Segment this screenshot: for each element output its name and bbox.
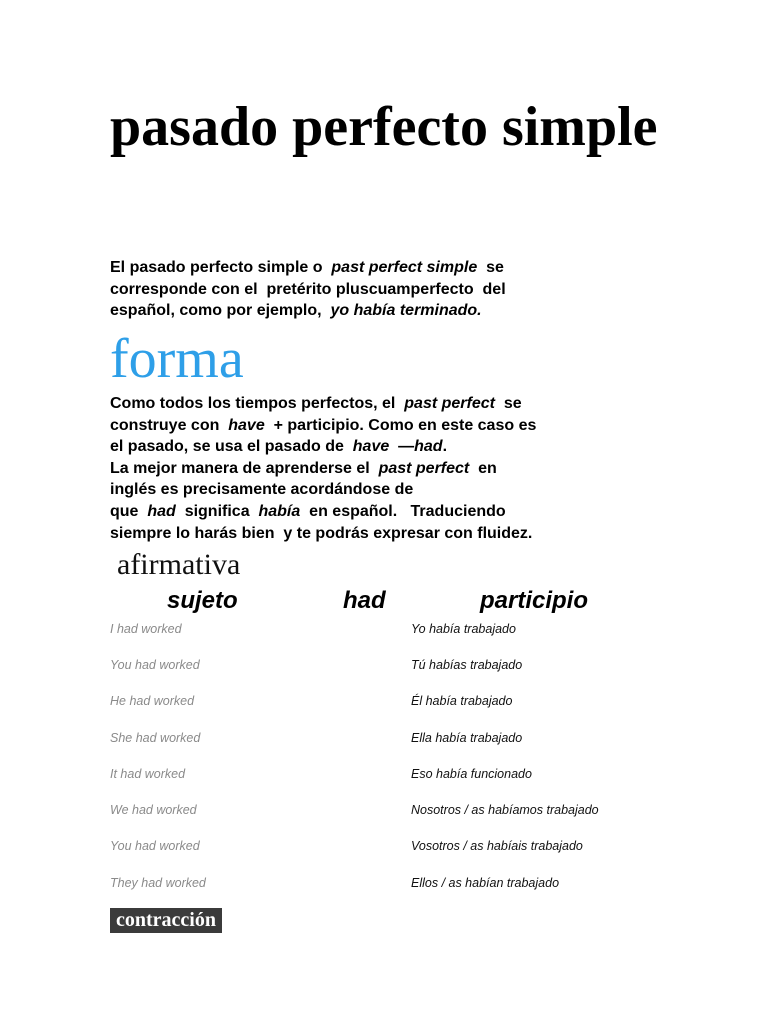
english-form: She had worked xyxy=(110,731,201,745)
column-header-participio: participio xyxy=(480,587,589,614)
body-term: had xyxy=(147,502,176,520)
conjugation-row xyxy=(0,731,768,751)
body-term: past perfect xyxy=(378,459,470,477)
forma-paragraph xyxy=(110,393,670,544)
english-form: They had worked xyxy=(110,876,206,890)
conjugation-row xyxy=(0,694,768,714)
column-header-sujeto: sujeto xyxy=(167,587,238,614)
conjugation-row xyxy=(0,876,768,896)
intro-paragraph xyxy=(110,257,670,322)
english-form: You had worked xyxy=(110,658,200,672)
spanish-translation: Tú habías trabajado xyxy=(411,658,523,672)
section-heading-forma: forma xyxy=(110,328,244,390)
body-text: en español. Traduciendo xyxy=(300,502,506,520)
spanish-translation: Ella había trabajado xyxy=(411,731,523,745)
intro-text: corresponde con el pretérito pluscuamperfecto del xyxy=(110,280,506,298)
spanish-translation: Él había trabajado xyxy=(411,694,513,708)
spanish-translation: Vosotros / as habíais trabajado xyxy=(411,839,583,853)
english-form: You had worked xyxy=(110,839,200,853)
body-term: había xyxy=(258,502,301,520)
english-form: He had worked xyxy=(110,694,195,708)
conjugation-row xyxy=(0,767,768,787)
english-form: I had worked xyxy=(110,622,182,636)
body-text: . xyxy=(442,438,448,456)
page-title: pasado perfecto simple xyxy=(110,96,658,158)
body-term: have xyxy=(228,416,265,434)
section-heading-afirmativa: afirmativa xyxy=(117,548,241,581)
conjugation-row xyxy=(0,622,768,642)
english-form: We had worked xyxy=(110,803,197,817)
spanish-translation: Ellos / as habían trabajado xyxy=(411,876,560,890)
body-text: — xyxy=(389,438,415,456)
intro-text: español, como por ejemplo, xyxy=(110,302,331,320)
conjugation-row xyxy=(0,839,768,859)
column-header-had: had xyxy=(343,587,386,614)
body-text: se xyxy=(494,395,522,412)
body-text: + participio. Como en este caso es xyxy=(264,416,537,434)
intro-example: yo había terminado. xyxy=(330,302,482,320)
intro-term: past perfect simple xyxy=(331,259,478,276)
body-text: La mejor manera de aprenderse el xyxy=(110,459,379,477)
body-term: had xyxy=(414,438,443,456)
body-term: past perfect xyxy=(404,395,495,412)
body-text: Como todos los tiempos perfectos, el xyxy=(110,395,405,412)
spanish-translation: Nosotros / as habíamos trabajado xyxy=(411,803,599,817)
english-form: It had worked xyxy=(110,767,186,781)
conjugation-row xyxy=(0,803,768,823)
body-text: construye con xyxy=(110,416,229,434)
intro-text: El pasado perfecto simple o xyxy=(110,259,332,276)
body-text: inglés es precisamente acordándose de xyxy=(110,481,414,499)
body-text: significa xyxy=(175,502,259,520)
body-text: que xyxy=(110,502,148,520)
body-text: en xyxy=(469,459,497,477)
body-text: el pasado, se usa el pasado de xyxy=(110,438,353,456)
section-label-contraccion: contracción xyxy=(110,908,222,933)
spanish-translation: Eso había funcionado xyxy=(411,767,532,781)
intro-text: se xyxy=(477,259,504,276)
conjugation-row xyxy=(0,658,768,678)
spanish-translation: Yo había trabajado xyxy=(411,622,516,636)
body-text: siempre lo harás bien y te podrás expresar con fluidez. xyxy=(110,524,533,542)
body-term: have xyxy=(352,438,390,456)
